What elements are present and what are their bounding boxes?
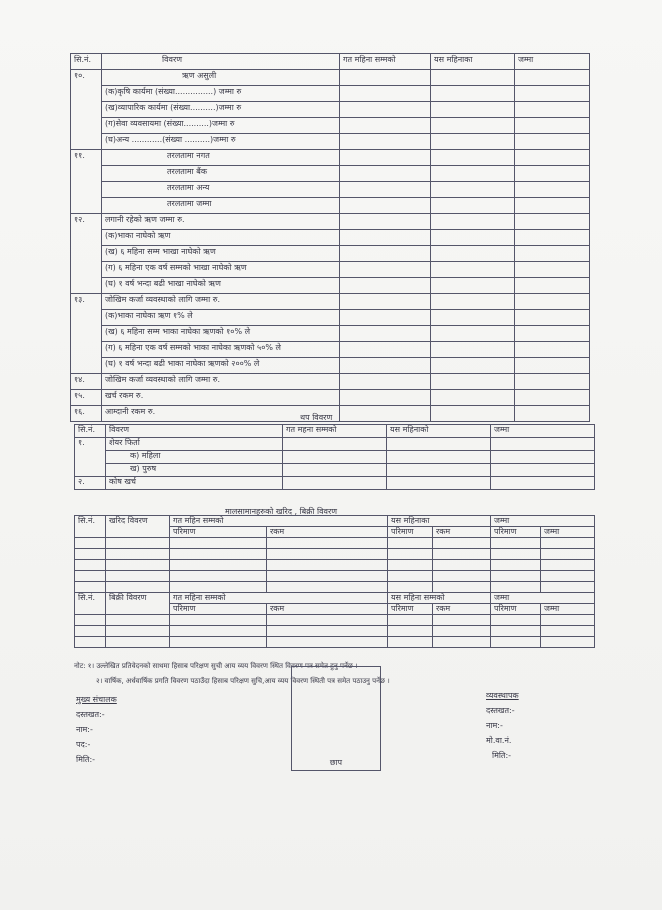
row-this-month-value[interactable]	[387, 451, 491, 464]
chief-director-block	[76, 692, 117, 767]
row-this-month-value[interactable]	[431, 278, 515, 294]
row-sn	[71, 118, 102, 134]
date-field: मिति:-	[492, 751, 512, 760]
table-cell[interactable]	[267, 538, 388, 549]
header-total: जम्मा	[491, 516, 595, 527]
row-previous-month-value[interactable]	[340, 182, 431, 198]
subheader-quantity: परिमाण	[170, 604, 267, 615]
table-cell[interactable]	[433, 626, 491, 637]
header-sn: सि.नं.	[75, 516, 106, 538]
table-cell[interactable]	[267, 626, 388, 637]
header-total: जम्मा	[491, 425, 595, 438]
header-description: विवरण	[102, 54, 340, 70]
table-row	[71, 134, 590, 150]
table-header-row	[75, 425, 595, 438]
row-total-value[interactable]	[491, 438, 595, 451]
row-total-value[interactable]	[515, 118, 590, 134]
table-cell[interactable]	[491, 549, 541, 560]
row-sn	[71, 326, 102, 342]
table-cell[interactable]	[267, 549, 388, 560]
table-row	[71, 326, 590, 342]
table-cell[interactable]	[388, 538, 433, 549]
table-cell[interactable]	[170, 549, 267, 560]
row-description: ऋण असुली	[102, 70, 340, 86]
row-total-value[interactable]	[515, 278, 590, 294]
table-cell[interactable]	[433, 571, 491, 582]
row-total-value[interactable]	[515, 134, 590, 150]
row-description: (ख)व्यापारिक कार्यमा (संख्या..........)जम्मा रु	[102, 102, 340, 118]
table-cell[interactable]	[106, 615, 170, 626]
row-this-month-value[interactable]	[431, 246, 515, 262]
row-previous-month-value[interactable]	[340, 118, 431, 134]
table-cell[interactable]	[491, 626, 541, 637]
table-cell[interactable]	[170, 637, 267, 648]
subheader-total: जम्मा	[541, 527, 595, 538]
row-previous-month-value[interactable]	[340, 326, 431, 342]
row-sn: ११.	[71, 150, 102, 166]
row-sn: १४.	[71, 374, 102, 390]
subheader-quantity: परिमाण	[170, 527, 267, 538]
goods-table	[74, 515, 595, 648]
row-description: तरलतामा जम्मा	[102, 198, 340, 214]
table-cell[interactable]	[75, 582, 106, 593]
row-description: कोष खर्च	[106, 477, 283, 490]
header-sn: सि.नं.	[71, 54, 102, 70]
table-cell[interactable]	[267, 560, 388, 571]
table-cell[interactable]	[388, 615, 433, 626]
row-total-value[interactable]	[515, 294, 590, 310]
table-cell[interactable]	[541, 549, 595, 560]
table-header-row	[71, 54, 590, 70]
table-cell[interactable]	[170, 538, 267, 549]
table-cell[interactable]	[75, 538, 106, 549]
row-total-value[interactable]	[491, 451, 595, 464]
sale-header-row	[75, 593, 595, 604]
header-previous-month: गत महना सम्मको	[283, 425, 387, 438]
header-previous-month: गत महिन सम्मको	[170, 516, 388, 527]
table-row	[71, 278, 590, 294]
row-this-month-value[interactable]	[431, 374, 515, 390]
table-cell[interactable]	[433, 615, 491, 626]
row-description: जोखिम कर्जा व्यवस्थाको लागि जम्मा रु.	[102, 294, 340, 310]
table-cell[interactable]	[541, 626, 595, 637]
row-previous-month-value[interactable]	[340, 262, 431, 278]
row-description: जोखिम कर्जा व्यवस्थाको लागि जम्मा रु.	[102, 374, 340, 390]
row-previous-month-value[interactable]	[283, 477, 387, 490]
row-total-value[interactable]	[515, 230, 590, 246]
row-this-month-value[interactable]	[431, 342, 515, 358]
row-total-value[interactable]	[515, 262, 590, 278]
header-previous-month: गत महिना सम्मको	[340, 54, 431, 70]
name-field: नाम:-	[76, 725, 93, 734]
row-this-month-value[interactable]	[431, 86, 515, 102]
table-row	[71, 214, 590, 230]
table-cell[interactable]	[106, 582, 170, 593]
row-sn: १२.	[71, 214, 102, 230]
row-previous-month-value[interactable]	[340, 390, 431, 406]
row-this-month-value[interactable]	[431, 230, 515, 246]
row-this-month-value[interactable]	[431, 406, 515, 422]
table-cell[interactable]	[388, 560, 433, 571]
row-sn	[71, 246, 102, 262]
row-previous-month-value[interactable]	[283, 438, 387, 451]
chief-director-title: मुख्य संचालक	[76, 695, 117, 704]
subheader-quantity: परिमाण	[491, 604, 541, 615]
table-row	[75, 582, 595, 593]
table-row	[75, 626, 595, 637]
note-2: २। वार्षिक, अर्धवार्षिक प्रगति विवरण पठाउँदा हिसाब परिक्षण सुचि,आय व्यय विवरण स्थिती पत्र समेत पठाउनु पर्नेछ ।	[96, 677, 390, 685]
row-total-value[interactable]	[491, 477, 595, 490]
header-this-month: यस महिनाका	[388, 516, 491, 527]
row-previous-month-value[interactable]	[340, 150, 431, 166]
row-description: (ख) ६ महिना सम्म भाका नाघेका ऋणको १०% ले	[102, 326, 340, 342]
row-description: (घ) १ वर्ष भन्दा बढी भाखा नाघेको ऋण	[102, 278, 340, 294]
row-previous-month-value[interactable]	[340, 374, 431, 390]
row-sn: १५.	[71, 390, 102, 406]
table-cell[interactable]	[75, 549, 106, 560]
row-previous-month-value[interactable]	[340, 406, 431, 422]
table-cell[interactable]	[267, 637, 388, 648]
signature-field: दस्तखत:-	[76, 710, 105, 719]
row-description: (घ) १ वर्ष भन्दा बढी भाका नाघेका ऋणको २००% ले	[102, 358, 340, 374]
table-cell[interactable]	[491, 637, 541, 648]
row-description: खर्च रकम रु.	[102, 390, 340, 406]
table-row	[71, 358, 590, 374]
extra-details-table	[74, 424, 595, 490]
row-this-month-value[interactable]	[387, 477, 491, 490]
table-row	[75, 438, 595, 451]
goods-caption: मालसामानहरुको खरिद , बिक्री विवरण	[225, 507, 338, 516]
header-this-month: यस महिना सम्मको	[388, 593, 491, 604]
row-description: तरलतामा अन्य	[102, 182, 340, 198]
row-previous-month-value[interactable]	[340, 214, 431, 230]
table-cell[interactable]	[106, 538, 170, 549]
stamp-box	[291, 666, 381, 771]
row-previous-month-value[interactable]	[340, 294, 431, 310]
row-previous-month-value[interactable]	[340, 198, 431, 214]
table-cell[interactable]	[491, 560, 541, 571]
row-description: क) महिला	[106, 451, 283, 464]
table-cell[interactable]	[388, 626, 433, 637]
table-cell[interactable]	[541, 560, 595, 571]
row-description: (क)भाका नाघेको ऋण	[102, 230, 340, 246]
table-row	[75, 538, 595, 549]
table-row	[71, 342, 590, 358]
subheader-amount: रकम	[267, 527, 388, 538]
mobile-number-field: मो.वा.नं.	[486, 736, 512, 745]
table-cell[interactable]	[541, 571, 595, 582]
table-row	[75, 571, 595, 582]
row-description: शेयर फिर्ता	[106, 438, 283, 451]
row-sn	[71, 198, 102, 214]
row-this-month-value[interactable]	[431, 326, 515, 342]
table-row	[71, 70, 590, 86]
row-description: (क)भाका नाघेका ऋण १% ले	[102, 310, 340, 326]
table-cell[interactable]	[170, 615, 267, 626]
table-row	[71, 294, 590, 310]
stamp-label: छाप	[329, 758, 343, 767]
table-cell[interactable]	[433, 538, 491, 549]
table-cell[interactable]	[541, 538, 595, 549]
row-total-value[interactable]	[515, 86, 590, 102]
row-total-value[interactable]	[515, 358, 590, 374]
row-total-value[interactable]	[515, 198, 590, 214]
row-description: तरलतामा बैंक	[102, 166, 340, 182]
subheader-quantity: परिमाण	[388, 527, 433, 538]
main-report-table	[70, 53, 590, 422]
table-cell[interactable]	[433, 582, 491, 593]
row-sn	[71, 278, 102, 294]
table-row	[71, 310, 590, 326]
row-total-value[interactable]	[515, 70, 590, 86]
row-previous-month-value[interactable]	[340, 358, 431, 374]
row-description: (क)कृषि कार्यमा (संख्या...............) जम्मा रु	[102, 86, 340, 102]
row-this-month-value[interactable]	[431, 118, 515, 134]
row-sn	[71, 134, 102, 150]
row-this-month-value[interactable]	[431, 294, 515, 310]
table-cell[interactable]	[541, 582, 595, 593]
row-total-value[interactable]	[515, 342, 590, 358]
table-row	[75, 451, 595, 464]
row-this-month-value[interactable]	[431, 70, 515, 86]
row-previous-month-value[interactable]	[340, 86, 431, 102]
header-this-month: यस महिनाको	[387, 425, 491, 438]
table-cell[interactable]	[170, 560, 267, 571]
table-cell[interactable]	[491, 538, 541, 549]
row-total-value[interactable]	[515, 150, 590, 166]
row-previous-month-value[interactable]	[340, 246, 431, 262]
date-field: मिति:-	[76, 755, 96, 764]
row-total-value[interactable]	[515, 406, 590, 422]
row-this-month-value[interactable]	[431, 262, 515, 278]
table-cell[interactable]	[491, 582, 541, 593]
row-this-month-value[interactable]	[431, 150, 515, 166]
table-row	[71, 246, 590, 262]
table-cell[interactable]	[106, 560, 170, 571]
table-cell[interactable]	[170, 571, 267, 582]
subheader-amount: रकम	[267, 604, 388, 615]
row-previous-month-value[interactable]	[340, 342, 431, 358]
row-this-month-value[interactable]	[387, 464, 491, 477]
table-row	[71, 198, 590, 214]
table-cell[interactable]	[106, 626, 170, 637]
header-sale-detail: बिक्री विवरण	[106, 593, 170, 615]
table-row	[71, 102, 590, 118]
table-row	[71, 390, 590, 406]
subheader-amount: रकम	[433, 604, 491, 615]
table-row	[71, 182, 590, 198]
row-description: तरलतामा नगत	[102, 150, 340, 166]
table-cell[interactable]	[106, 549, 170, 560]
header-sn: सि.नं.	[75, 593, 106, 615]
table-cell[interactable]	[541, 615, 595, 626]
row-description: ख) पुरुष	[106, 464, 283, 477]
table-cell[interactable]	[267, 615, 388, 626]
table-cell[interactable]	[388, 549, 433, 560]
table-cell[interactable]	[106, 571, 170, 582]
note-1: नोट: १। उल्लेखित प्रतिवेदनको साथमा हिसाब परिक्षण सुची आय व्यय विवरण स्थित विवरण पत्र समेत हुनु पर्नेछ ।	[74, 662, 358, 670]
table-row	[75, 637, 595, 648]
table-cell[interactable]	[75, 615, 106, 626]
row-description: (ग) ६ महिना एक वर्ष सम्मको भाका नाघेका ऋणको ५०% ले	[102, 342, 340, 358]
table-row	[71, 374, 590, 390]
subheader-amount: रकम	[433, 527, 491, 538]
header-description: विवरण	[106, 425, 283, 438]
row-previous-month-value[interactable]	[340, 102, 431, 118]
row-total-value[interactable]	[515, 182, 590, 198]
table-row	[71, 118, 590, 134]
subheader-quantity: परिमाण	[491, 527, 541, 538]
row-sn	[71, 342, 102, 358]
table-row	[75, 464, 595, 477]
table-row	[75, 477, 595, 490]
row-this-month-value[interactable]	[431, 166, 515, 182]
row-this-month-value[interactable]	[431, 198, 515, 214]
row-description: लगानी रहेको ऋण जम्मा रु.	[102, 214, 340, 230]
subheader-total: जम्मा	[541, 604, 595, 615]
row-description: (ग)सेवा व्यवसायमा (संख्या..........)जम्मा रु	[102, 118, 340, 134]
row-total-value[interactable]	[491, 464, 595, 477]
table-cell[interactable]	[170, 582, 267, 593]
row-previous-month-value[interactable]	[283, 464, 387, 477]
row-total-value[interactable]	[515, 374, 590, 390]
row-this-month-value[interactable]	[431, 390, 515, 406]
row-sn: १६.	[71, 406, 102, 422]
row-previous-month-value[interactable]	[340, 134, 431, 150]
row-sn: २.	[75, 477, 106, 490]
signature-field: दस्तखत:-	[486, 706, 515, 715]
row-sn	[71, 358, 102, 374]
table-cell[interactable]	[541, 637, 595, 648]
row-sn	[71, 166, 102, 182]
row-previous-month-value[interactable]	[340, 310, 431, 326]
extra-details-caption: थप विवरण	[300, 413, 333, 422]
row-previous-month-value[interactable]	[340, 70, 431, 86]
row-this-month-value[interactable]	[431, 182, 515, 198]
table-row	[71, 230, 590, 246]
row-total-value[interactable]	[515, 214, 590, 230]
header-total: जम्मा	[515, 54, 590, 70]
table-cell[interactable]	[491, 571, 541, 582]
table-row	[71, 86, 590, 102]
row-description: (ख) ६ महिना सम्म भाखा नाघेको ऋण	[102, 246, 340, 262]
row-sn: १३.	[71, 294, 102, 310]
table-cell[interactable]	[433, 560, 491, 571]
manager-title: व्यवस्थापक	[486, 691, 519, 700]
row-this-month-value[interactable]	[387, 438, 491, 451]
position-field: पद:-	[76, 740, 91, 749]
row-this-month-value[interactable]	[431, 102, 515, 118]
subheader-quantity: परिमाण	[388, 604, 433, 615]
table-row	[75, 560, 595, 571]
manager-block	[486, 688, 519, 763]
table-cell[interactable]	[433, 637, 491, 648]
header-this-month: यस महिनाका	[431, 54, 515, 70]
row-previous-month-value[interactable]	[283, 451, 387, 464]
table-cell[interactable]	[267, 582, 388, 593]
table-cell[interactable]	[75, 626, 106, 637]
purchase-header-row	[75, 516, 595, 527]
row-sn: १०.	[71, 70, 102, 86]
row-total-value[interactable]	[515, 102, 590, 118]
row-description: (ग) ६ महिना एक वर्ष सम्मको भाखा नाघेको ऋण	[102, 262, 340, 278]
row-total-value[interactable]	[515, 326, 590, 342]
table-cell[interactable]	[75, 637, 106, 648]
row-sn: १.	[75, 438, 106, 451]
header-total: जम्मा	[491, 593, 595, 604]
table-cell[interactable]	[388, 637, 433, 648]
table-cell[interactable]	[75, 571, 106, 582]
row-total-value[interactable]	[515, 246, 590, 262]
table-row	[71, 166, 590, 182]
row-this-month-value[interactable]	[431, 214, 515, 230]
table-cell[interactable]	[267, 571, 388, 582]
header-sn: सि.नं.	[75, 425, 106, 438]
row-sn	[71, 86, 102, 102]
table-row	[71, 262, 590, 278]
row-this-month-value[interactable]	[431, 358, 515, 374]
row-previous-month-value[interactable]	[340, 230, 431, 246]
row-total-value[interactable]	[515, 390, 590, 406]
header-purchase-detail: खरिद विवरण	[106, 516, 170, 538]
row-sn	[71, 102, 102, 118]
table-cell[interactable]	[170, 626, 267, 637]
row-description: आम्दानी रकम रु.	[102, 406, 340, 422]
header-previous-month: गत महिना सम्मको	[170, 593, 388, 604]
table-row	[75, 615, 595, 626]
row-previous-month-value[interactable]	[340, 166, 431, 182]
table-cell[interactable]	[106, 637, 170, 648]
name-field: नाम:-	[486, 721, 503, 730]
row-total-value[interactable]	[515, 166, 590, 182]
row-sn	[75, 464, 106, 477]
row-sn	[71, 262, 102, 278]
row-description: (घ)अन्य ............(संख्या ..........)जम्मा रु	[102, 134, 340, 150]
row-sn	[71, 230, 102, 246]
table-cell[interactable]	[75, 560, 106, 571]
row-sn	[75, 451, 106, 464]
table-row	[75, 549, 595, 560]
table-cell[interactable]	[388, 571, 433, 582]
row-this-month-value[interactable]	[431, 134, 515, 150]
row-this-month-value[interactable]	[431, 310, 515, 326]
table-cell[interactable]	[433, 549, 491, 560]
table-row	[71, 150, 590, 166]
row-previous-month-value[interactable]	[340, 278, 431, 294]
table-cell[interactable]	[388, 582, 433, 593]
row-sn	[71, 310, 102, 326]
row-total-value[interactable]	[515, 310, 590, 326]
table-cell[interactable]	[491, 615, 541, 626]
row-sn	[71, 182, 102, 198]
